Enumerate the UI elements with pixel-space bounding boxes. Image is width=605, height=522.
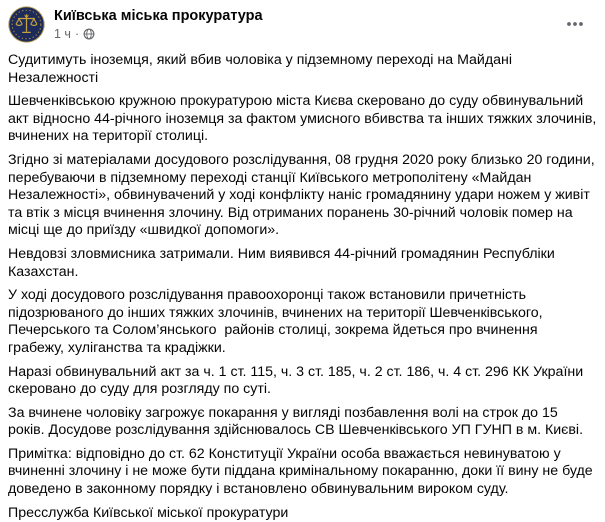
post-signature: Пресслужба Київської міської прокуратури (8, 504, 289, 521)
post-paragraph: За вчинене чоловіку загрожує покарання у вигляді позбавлення волі на строк до 15 років. Досудове розслідування здійснювалось СВ Шевченківського УП ГУНП в м. Києві. (8, 404, 584, 439)
post-meta (54, 26, 263, 42)
three-dots-icon (566, 21, 584, 27)
post-header (8, 6, 597, 43)
post-paragraph: У ході досудового розслідування правоохоронці також встановили причетність підозрюваного до інших тяжких злочинів, вчинених на території Шевченківського, Печерського та Солом’янського районів столиці, зокрема йдеться про вчинення грабежу, хуліганства та крадіжки. (8, 287, 547, 356)
meta-separator: · (74, 27, 80, 41)
globe-public-icon (83, 28, 95, 40)
post-paragraph: Шевченківською кружною прокуратурою міста Києва скеровано до суду обвинувальний акт відносно 44-річного іноземця за фактом умисного вбивства та інших тяжких злочинів, вчинених на території столиці. (8, 93, 601, 145)
post-paragraph: Наразі обвинувальний акт за ч. 1 ст. 115, ч. 3 ст. 185, ч. 2 ст. 186, ч. 4 ст. 296 КК України скеровано до суду для розгляду по суті. (8, 363, 588, 398)
page-avatar[interactable] (8, 6, 45, 43)
post-paragraph: Невдовзі зловмисника затримали. Ним виявився 44-річний громадянин Республіки Казахстан. (8, 245, 559, 280)
post-body (8, 52, 601, 522)
page-name-link[interactable]: Київська міська прокуратура (54, 8, 263, 24)
post-title-line: Судитимуть іноземця, який вбив чоловіка у підземному переході на Майдані Незалежності (8, 52, 516, 86)
post-paragraph: Примітка: відповідно до ст. 62 Конституції України особа вважається невинуватою у вчиненні злочину і не може бути піддана кримінальному покаранню, доки її вину не буде доведено в законному порядку і встановлено обвинувальним вироком суду. (8, 445, 597, 498)
header-text (54, 6, 263, 42)
post-paragraph: Згідно зі матеріалами досудового розслідування, 08 грудня 2020 року близько 20 години, перебуваючи в підземному переході станції Київського метрополітену «Майдан Незалежності», обвинувачений у ході конфлікту наніс громадянину удари ножем у живіт та втік з місця вчинення злочину. Від отриманих поранень 30-річний чоловік помер на місці ще до приїзду «швидкої допомоги». (8, 151, 599, 239)
more-options-button[interactable] (559, 10, 591, 38)
timestamp[interactable]: 1 ч (54, 27, 71, 41)
